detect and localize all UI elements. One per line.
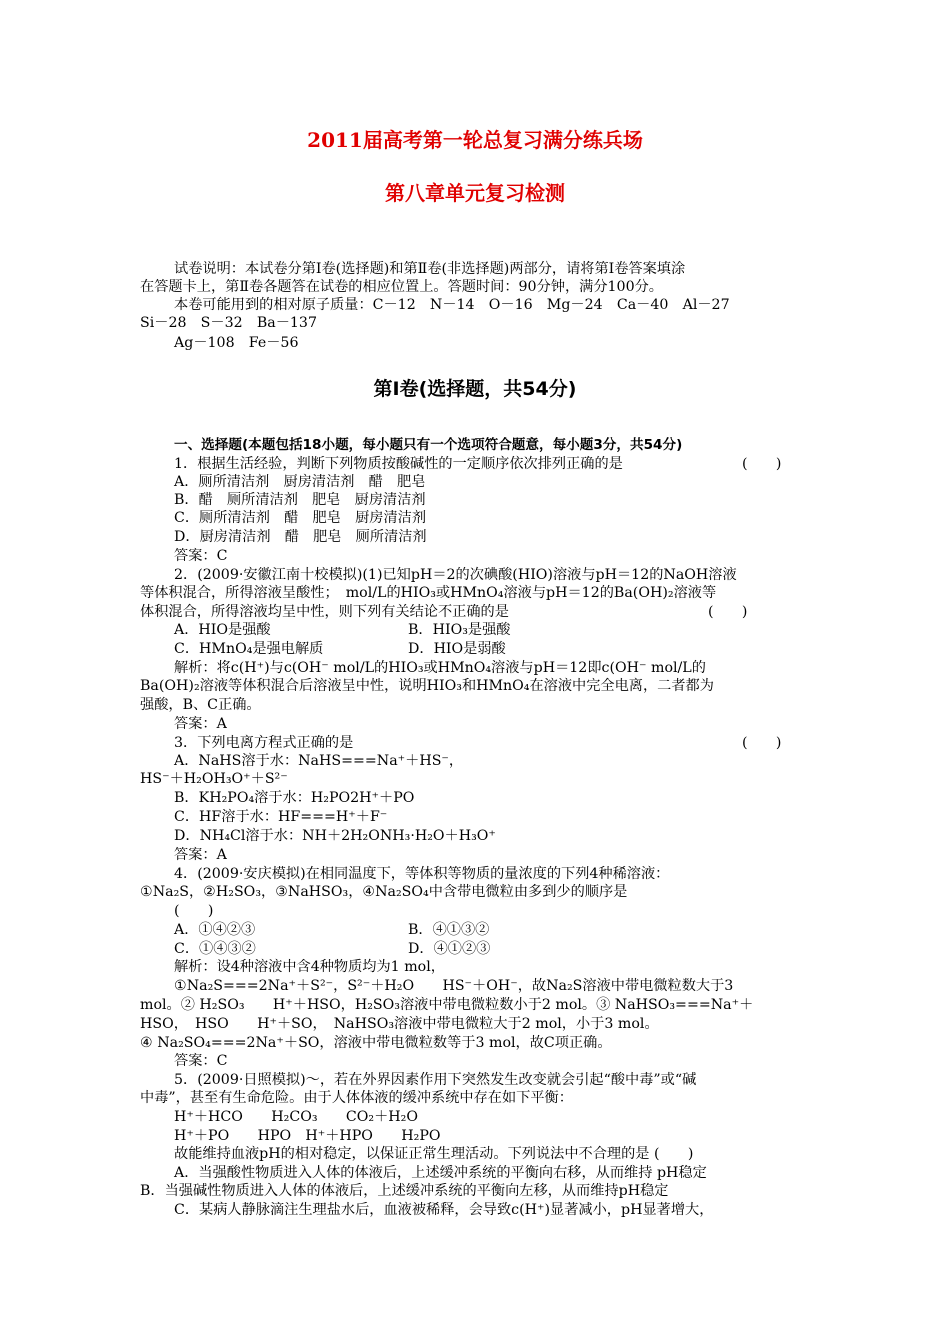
question-stem: 故能维持血液pH的相对稳定，以保证正常生理活动。下列说法中不合理的是 ( ) [174, 1146, 694, 1162]
option-d: D．④①②③ [408, 941, 491, 957]
option-c: C．HF溶于水：HF===H⁺＋F⁻ [174, 809, 388, 825]
analysis: mol。② H₂SO₃ H⁺＋HSO，H₂SO₃溶液中带电微粒数小于2 mol。③ NaHSO₃===Na⁺＋ [140, 997, 754, 1013]
answer-paren: ( ) [742, 456, 782, 472]
option-a: HS⁻＋H₂OH₃O⁺＋S²⁻ [140, 771, 288, 787]
section-title: 第Ⅰ卷(选择题，共54分) [373, 378, 577, 400]
answer: 答案：C [174, 1053, 228, 1069]
part-heading: 一、选择题(本题包括18小题，每小题只有一个选项符合题意，每小题3分，共54分) [174, 437, 683, 453]
question-stem: 4．(2009·安庆模拟)在相同温度下，等体积等物质的量浓度的下列4种稀溶液： [174, 866, 670, 882]
option-a: A．当强酸性物质进入人体的体液后，上述缓冲系统的平衡向右移，从而维持 pH稳定 [174, 1165, 707, 1181]
document-title: 2011届高考第一轮总复习满分练兵场 [307, 128, 643, 152]
question-stem: 中毒”，甚至有生命危险。由于人体体液的缓冲系统中存在如下平衡： [140, 1090, 573, 1106]
equilibrium-equation: H⁺＋PO HPO H⁺＋HPO H₂PO [174, 1128, 441, 1144]
answer-paren: ( ) [742, 735, 782, 751]
analysis: 解析：将c(H⁺)与c(OH⁻ mol/L的HIO₃或HMnO₄溶液与pH＝12即c(OH⁻ mol/L的 [174, 660, 706, 676]
option-d: D．NH₄Cl溶于水：NH＋2H₂ONH₃·H₂O＋H₃O⁺ [174, 828, 496, 844]
analysis: HSO， HSO H⁺＋SO， NaHSO₃溶液中带电微粒大于2 mol，小于3 mol。 [140, 1016, 659, 1032]
option-d: D．HIO是弱酸 [408, 641, 506, 657]
intro-line: 在答题卡上，第Ⅱ卷各题答在试卷的相应位置上。答题时间：90分钟，满分100分。 [140, 279, 663, 295]
option-b: B．醋 厕所清洁剂 肥皂 厨房清洁剂 [174, 492, 426, 508]
analysis: ④ Na₂SO₄===2Na⁺＋SO，溶液中带电微粒数等于3 mol，故C项正确。 [140, 1035, 612, 1051]
intro-line: Si－28 S－32 Ba－137 [140, 315, 317, 331]
option-b: B．HIO₃是强酸 [408, 622, 511, 638]
question-stem: 1．根据生活经验，判断下列物质按酸碱性的一定顺序依次排列正确的是 [174, 456, 623, 472]
question-stem: ①Na₂S，②H₂SO₃，③NaHSO₃，④Na₂SO₄中含带电微粒由多到少的顺序是 [140, 884, 628, 900]
analysis: ①Na₂S===2Na⁺＋S²⁻，S²⁻＋H₂O HS⁻＋OH⁻，故Na₂S溶液中带电微粒数大于3 [174, 978, 734, 994]
question-stem: 3．下列电离方程式正确的是 [174, 735, 354, 751]
option-a: A．HIO是强酸 [174, 622, 271, 638]
intro-line: 试卷说明：本试卷分第Ⅰ卷(选择题)和第Ⅱ卷(非选择题)两部分，请将第Ⅰ卷答案填涂 [174, 261, 686, 277]
option-a: A．NaHS溶于水：NaHS===Na⁺＋HS⁻， [174, 753, 464, 769]
question-stem: 2．(2009·安徽江南十校模拟)(1)已知pH＝2的次碘酸(HIO)溶液与pH＝12的NaOH溶液 [174, 567, 737, 583]
analysis: Ba(OH)₂溶液等体积混合后溶液呈中性，说明HIO₃和HMnO₄在溶液中完全电离，二者都为 [140, 678, 714, 694]
option-c: C．HMnO₄是强电解质 [174, 641, 324, 657]
option-b: B．当强碱性物质进入人体的体液后，上述缓冲系统的平衡向左移，从而维持pH稳定 [140, 1183, 669, 1199]
answer: 答案：A [174, 847, 227, 863]
option-a: A．①④②③ [174, 922, 256, 938]
equilibrium-equation: H⁺＋HCO H₂CO₃ CO₂＋H₂O [174, 1109, 418, 1125]
question-stem: 体积混合，所得溶液均呈中性，则下列有关结论不正确的是 [140, 604, 509, 620]
option-c: C．某病人静脉滴注生理盐水后，血液被稀释，会导致c(H⁺)显著减小，pH显著增大， [174, 1202, 714, 1218]
intro-line: Ag－108 Fe－56 [174, 335, 299, 351]
option-b: B．KH₂PO₄溶于水：H₂PO2H⁺＋PO [174, 790, 415, 806]
answer: 答案：A [174, 716, 227, 732]
analysis: 解析：设4种溶液中含4种物质均为1 mol， [174, 959, 445, 975]
question-stem: 5．(2009·日照模拟)～，若在外界因素作用下突然发生改变就会引起“酸中毒”或“碱 [174, 1072, 697, 1088]
question-stem: 等体积混合，所得溶液呈酸性； mol/L的HIO₃或HMnO₄溶液与pH＝12的Ba(OH)₂溶液等 [140, 585, 717, 601]
answer-paren: ( ) [708, 604, 748, 620]
chapter-subtitle: 第八章单元复习检测 [385, 181, 565, 205]
option-b: B．④①③② [408, 922, 490, 938]
option-d: D．厨房清洁剂 醋 肥皂 厕所清洁剂 [174, 529, 427, 545]
answer: 答案：C [174, 548, 228, 564]
option-c: C．①④③② [174, 941, 256, 957]
option-c: C．厕所清洁剂 醋 肥皂 厨房清洁剂 [174, 510, 427, 526]
answer-paren: ( ) [174, 903, 214, 919]
intro-line: 本卷可能用到的相对原子质量：C－12 N－14 O－16 Mg－24 Ca－40 Al－27 [174, 297, 730, 313]
option-a: A．厕所清洁剂 厨房清洁剂 醋 肥皂 [174, 474, 426, 490]
analysis: 强酸，B、C正确。 [140, 697, 261, 713]
